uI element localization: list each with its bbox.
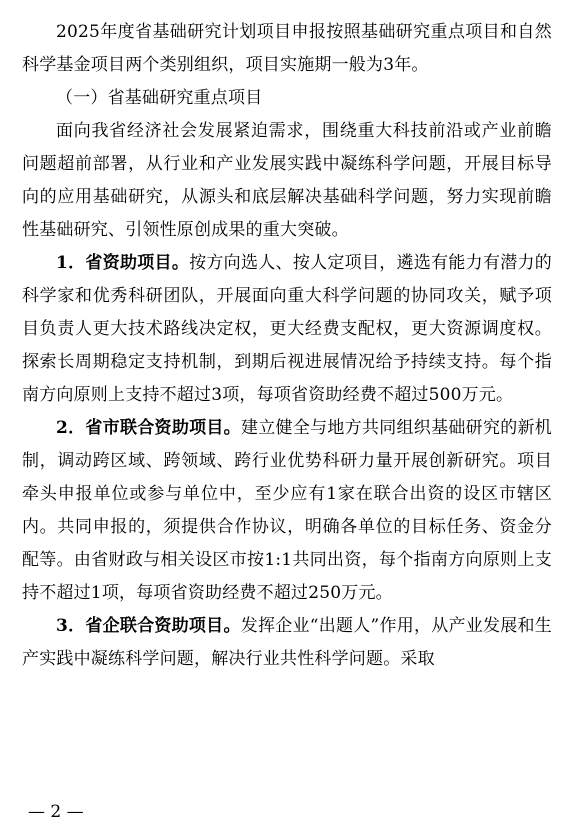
item-3-paragraph [22, 610, 552, 676]
item-1-body: 按方向选人、按人定项目，遴选有能力有潜力的科学家和优秀科研团队，开展面向重大科学问题的协同攻关，赋予项目负责人更大技术路线决定权，更大经费支配权，更大资源调度权。探索长周期稳定支持机制，到期后视进展情况给予持续支持。每个指南方向原则上支持不超过3项，每项省资助经费不超过500万元。 [22, 253, 552, 405]
page-number: — 2 — [28, 802, 84, 822]
item-2-title: 2．省市联合资助项目。 [56, 418, 241, 438]
section-body-paragraph: 面向我省经济社会发展紧迫需求，围绕重大科技前沿或产业前瞻问题超前部署，从行业和产业发展实践中凝练科学问题，开展目标导向的应用基础研究，从源头和底层解决基础科学问题，努力实现前瞻性基础研究、引领性原创成果的重大突破。 [22, 121, 552, 240]
item-1-paragraph [22, 247, 552, 412]
item-1-title: 1．省资助项目。 [56, 253, 190, 273]
item-2-paragraph [22, 412, 552, 610]
intro-paragraph: 2025年度省基础研究计划项目申报按照基础研究重点项目和自然科学基金项目两个类别组织，项目实施期一般为3年。 [22, 22, 552, 75]
section-heading: （一）省基础研究重点项目 [56, 88, 263, 108]
item-3-body: 发挥企业“出题人”作用，从产业发展和生产实践中凝练科学问题，解决行业共性科学问题。采取 [22, 616, 553, 669]
document-body [22, 16, 552, 676]
item-3-title: 3．省企联合资助项目。 [56, 616, 241, 636]
item-2-body: 建立健全与地方共同组织基础研究的新机制，调动跨区域、跨领域、跨行业优势科研力量开展创新研究。项目牵头申报单位或参与单位中，至少应有1家在联合出资的设区市辖区内。共同申报的，须提供合作协议，明确各单位的目标任务、资金分配等。由省财政与相关设区市按1:1共同出资，每个指南方向原则上支持不超过1项，每项省资助经费不超过250万元。 [22, 418, 553, 603]
